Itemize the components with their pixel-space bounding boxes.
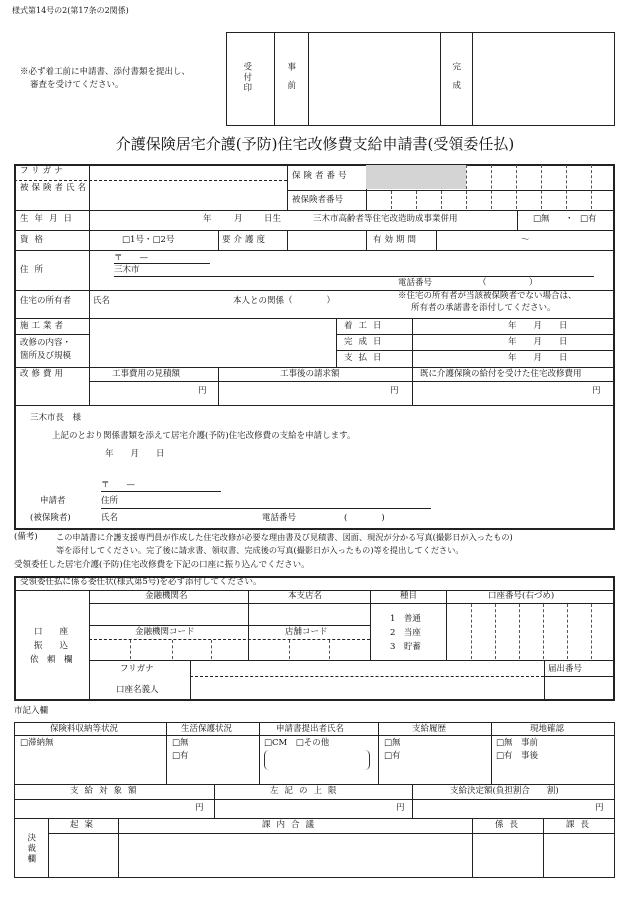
dob-month: 月	[234, 214, 243, 224]
account-type-label: 種目	[400, 591, 418, 601]
estimate-label: 工事費用の見積額	[112, 369, 181, 379]
tax-status-label: 保険料収納等状況	[50, 724, 119, 734]
contractor-label: 施工業者	[20, 321, 67, 331]
office-label: 事前	[285, 62, 296, 99]
prev-paid-label: 既に介護保険の給付を受けた住宅改修費用	[420, 369, 582, 379]
limit-label: 左記の上限	[270, 786, 343, 796]
invoice-label: 工事後の請求額	[280, 369, 340, 379]
insured-name-label: 被保険者氏名	[20, 183, 90, 193]
type-savings[interactable]: 3 貯蓄	[390, 642, 421, 652]
subsidy-none-checkbox[interactable]: □無	[533, 214, 550, 224]
cost-label: 改修費用	[20, 369, 67, 379]
chief-label: 係長	[495, 820, 525, 830]
valid-period-label: 有効期間	[373, 235, 420, 245]
received-stamp-label: 受付印	[241, 62, 252, 94]
section-review-label: 課内合議	[262, 820, 321, 830]
bank-side-2: 振 込	[34, 641, 69, 651]
declaration-date: 年 月 日	[105, 449, 165, 459]
period-tilde: ～	[521, 235, 530, 245]
branch-label: 本支店名	[288, 591, 323, 601]
bank-side-3: 依 頼 欄	[30, 655, 73, 665]
address-label: 住所	[20, 265, 50, 275]
manager-label: 課長	[566, 820, 596, 830]
history-none-checkbox[interactable]: □無	[384, 738, 401, 748]
bank-code-label: 金融機関コード	[135, 627, 195, 637]
account-no-label: 口座番号(右づめ)	[488, 591, 555, 601]
address-city: 三木市	[114, 265, 140, 275]
target-amount-label: 支給対象額	[70, 786, 143, 796]
bank-header: 受領委任払に係る委任状(様式第5号)を必ず添付してください。	[20, 577, 262, 587]
history-label: 支給履歴	[412, 724, 447, 734]
address-postal: 〒 —	[114, 253, 149, 263]
remarks-line-1: この申請書に介護支援専門員が作成した住宅改修が必要な理由書及び見積書、図面、現況が分かる写真(撮影日が入ったもの)	[56, 532, 513, 542]
notice-line-2: 審査を受けてください。	[30, 80, 124, 90]
submitter-checkboxes[interactable]: □CM □その他	[264, 738, 330, 748]
dob-day: 日生	[264, 214, 282, 224]
limit-yen: 円	[396, 803, 405, 813]
estimate-yen: 円	[198, 386, 207, 396]
start-date-label: 着工日	[344, 321, 388, 331]
history-yes-checkbox[interactable]: □有	[384, 751, 401, 761]
done-label: 完成	[450, 62, 461, 99]
separator-dot: ・	[565, 214, 574, 224]
insurer-no-label: 保険者番号	[292, 171, 350, 181]
owner-note-2: 所有者の承諾書を添付してください。	[411, 303, 556, 313]
decided-yen: 円	[595, 803, 604, 813]
mayor-address: 三木市長 様	[30, 413, 82, 423]
insured-no-label: 被保険者番号	[292, 195, 344, 205]
tax-checkbox[interactable]: □滞納無	[20, 738, 54, 748]
subsidy-yes-checkbox[interactable]: □有	[580, 214, 597, 224]
prev-paid-yen: 円	[592, 386, 601, 396]
welfare-label: 生活保護状況	[181, 724, 233, 734]
owner-relation: 本人との関係（ ）	[233, 296, 336, 306]
type-current[interactable]: 2 当座	[390, 628, 421, 638]
phone-label: 電話番号	[398, 278, 433, 288]
furigana-label: フリガナ	[20, 166, 66, 176]
remarks-line-2: 等を添付してください。完了後に請求書、領収書、完成後の写真(撮影日が入ったもの)等を提出してください。	[56, 545, 464, 555]
owner-label: 住宅の所有者	[20, 296, 72, 306]
page-title: 介護保険居宅介護(予防)住宅改修費支給申請書(受領委任払)	[115, 135, 515, 153]
pay-date-label: 支払日	[344, 353, 388, 363]
applicant-label: 申請者	[40, 496, 66, 506]
remarks-label: (備考)	[14, 532, 38, 542]
dob-label: 生年月日	[20, 214, 79, 224]
notice-line-1: ※必ず着工前に申請書、添付書類を提出し、	[20, 67, 191, 77]
work-desc-label-1: 改修の内容・	[20, 338, 72, 348]
welfare-yes-checkbox[interactable]: □有	[172, 751, 189, 761]
insured-label: (被保険者)	[30, 513, 71, 523]
applicant-phone-label: 電話番号	[262, 513, 297, 523]
bank-name-label: 金融機関名	[145, 591, 188, 601]
declaration-text: 上記のとおり関係書類を添えて居宅介護(予防)住宅改修費の支給を申請します。	[52, 431, 356, 441]
finish-date-ymd: 年 月 日	[508, 337, 568, 347]
form-number: 様式第14号の2(第17条の2関係)	[12, 6, 129, 15]
phone-paren: （ ）	[478, 278, 538, 288]
dob-year: 年	[203, 214, 212, 224]
office-use-title: 市記入欄	[14, 706, 49, 716]
owner-note-1: ※住宅の所有者が当該被保険者でない場合は、	[398, 291, 577, 301]
bank-side-1: 口 座	[34, 627, 69, 637]
finish-date-label: 完成日	[344, 337, 388, 347]
invoice-yen: 円	[390, 386, 399, 396]
decided-amount-label: 支給決定額(負担割合 割)	[450, 786, 559, 796]
eligibility-checkboxes[interactable]: □1号・□2号	[122, 235, 175, 245]
applicant-phone-paren: ( )	[344, 513, 385, 523]
target-yen: 円	[195, 803, 204, 813]
visit-after-checkbox[interactable]: □有 事後	[496, 751, 539, 761]
approval-label: 決裁欄	[25, 833, 36, 865]
applicant-name-label: 氏名	[101, 513, 119, 523]
applicant-address-label: 住所	[101, 496, 119, 506]
holder-furigana-label: フリガナ	[120, 664, 154, 674]
site-check-label: 現地確認	[530, 724, 565, 734]
account-holder-label: 口座名義人	[116, 685, 159, 695]
welfare-none-checkbox[interactable]: □無	[172, 738, 189, 748]
declaration-postal: 〒 —	[101, 480, 136, 490]
owner-name-label: 氏名	[93, 296, 111, 306]
pay-date-ymd: 年 月 日	[508, 353, 568, 363]
work-desc-label-2: 箇所及び規模	[20, 351, 72, 361]
visit-before-checkbox[interactable]: □無 事前	[496, 738, 539, 748]
start-date-ymd: 年 月 日	[508, 321, 568, 331]
eligibility-label: 資格	[20, 235, 50, 245]
notify-no-label: 届出番号	[548, 664, 583, 674]
remarks-line-3: 受領委任した居宅介護(予防)住宅改修費を下記の口座に振り込んでください。	[14, 560, 310, 570]
care-level-label: 要介護度	[222, 235, 269, 245]
type-ordinary[interactable]: 1 普通	[390, 614, 421, 624]
branch-code-label: 店舗コード	[285, 627, 328, 637]
submitter-label: 申請書提出者氏名	[276, 724, 345, 734]
draft-label: 起案	[70, 820, 100, 830]
subsidy-label: 三木市高齢者等住宅改造助成事業併用	[313, 214, 458, 224]
